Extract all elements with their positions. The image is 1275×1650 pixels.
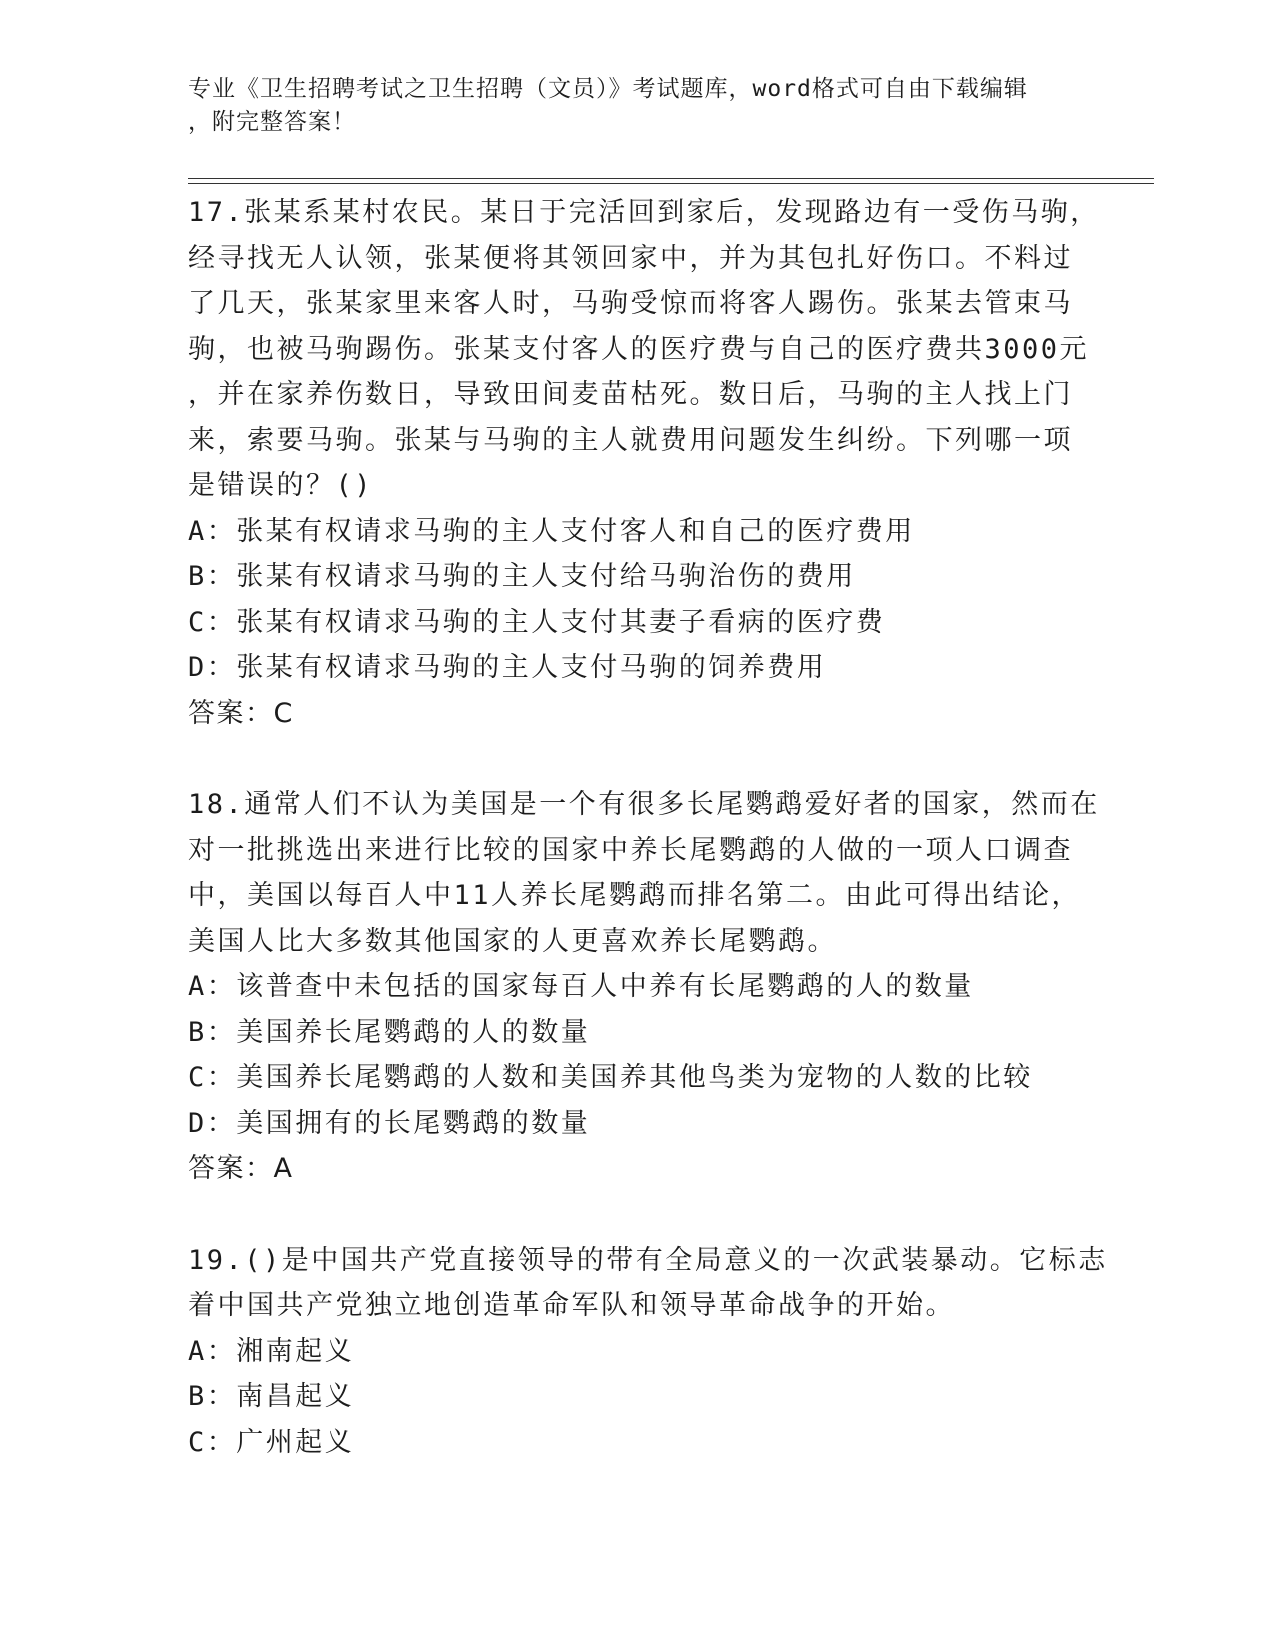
question-text-line: 中，美国以每百人中11人养长尾鹦鹉而排名第二。由此可得出结论，	[188, 880, 1082, 911]
question-text-line: 是错误的？()	[188, 470, 374, 501]
question-text-line: 着中国共产党独立地创造革命军队和领导革命战争的开始。	[188, 1290, 955, 1321]
option-a: A：张某有权请求马驹的主人支付客人和自己的医疗费用	[188, 515, 915, 547]
question-text-line: 18.通常人们不认为美国是一个有很多长尾鹦鹉爱好者的国家，然而在	[188, 789, 1100, 820]
question-text-line: ，并在家养伤数日，导致田间麦苗枯死。数日后，马驹的主人找上门	[188, 379, 1073, 410]
question-18	[188, 782, 1100, 1192]
question-text-line: 17.张某系某村农民。某日于完活回到家后，发现路边有一受伤马驹，	[188, 197, 1100, 228]
answer-line: 答案：A	[188, 1153, 294, 1184]
option-b: B：南昌起义	[188, 1381, 355, 1412]
question-text-line: 经寻找无人认领，张某便将其领回家中，并为其包扎好伤口。不料过	[188, 242, 1073, 274]
document-header	[188, 73, 1088, 139]
option-d: D：张某有权请求马驹的主人支付马驹的饲养费用	[188, 652, 827, 683]
question-17	[188, 190, 1100, 736]
question-text-line: 美国人比大多数其他国家的人更喜欢养长尾鹦鹉。	[188, 925, 837, 957]
header-divider	[188, 178, 1154, 179]
option-c: C：张某有权请求马驹的主人支付其妻子看病的医疗费	[188, 606, 886, 638]
option-a: A：该普查中未包括的国家每百人中养有长尾鹦鹉的人的数量	[188, 971, 974, 1002]
question-19	[188, 1238, 1108, 1466]
header-divider	[188, 183, 1154, 184]
question-text-line: 驹，也被马驹踢伤。张某支付客人的医疗费与自己的医疗费共3000元	[188, 333, 1090, 365]
option-d: D：美国拥有的长尾鹦鹉的数量	[188, 1107, 591, 1139]
question-spacer	[188, 1192, 1088, 1238]
option-c: C：广州起义	[188, 1426, 355, 1458]
option-a: A：湘南起义	[188, 1335, 355, 1367]
header-line: 专业《卫生招聘考试之卫生招聘（文员）》考试题库，word格式可自由下载编辑	[188, 76, 1028, 102]
question-spacer	[188, 736, 1088, 782]
question-text-line: 对一批挑选出来进行比较的国家中养长尾鹦鹉的人做的一项人口调查	[188, 834, 1073, 866]
question-text-line: 来，索要马驹。张某与马驹的主人就费用问题发生纠纷。下列哪一项	[188, 424, 1073, 456]
option-c: C：美国养长尾鹦鹉的人数和美国养其他鸟类为宠物的人数的比较	[188, 1062, 1033, 1093]
header-line: ，附完整答案！	[188, 109, 356, 135]
option-b: B：美国养长尾鹦鹉的人的数量	[188, 1016, 591, 1048]
question-list	[188, 190, 1108, 1465]
question-text-line: 19.()是中国共产党直接领导的带有全局意义的一次武装暴动。它标志	[188, 1244, 1108, 1276]
option-b: B：张某有权请求马驹的主人支付给马驹治伤的费用	[188, 561, 856, 592]
answer-line: 答案：C	[188, 697, 294, 729]
question-text-line: 了几天，张某家里来客人时，马驹受惊而将客人踢伤。张某去管束马	[188, 288, 1073, 319]
